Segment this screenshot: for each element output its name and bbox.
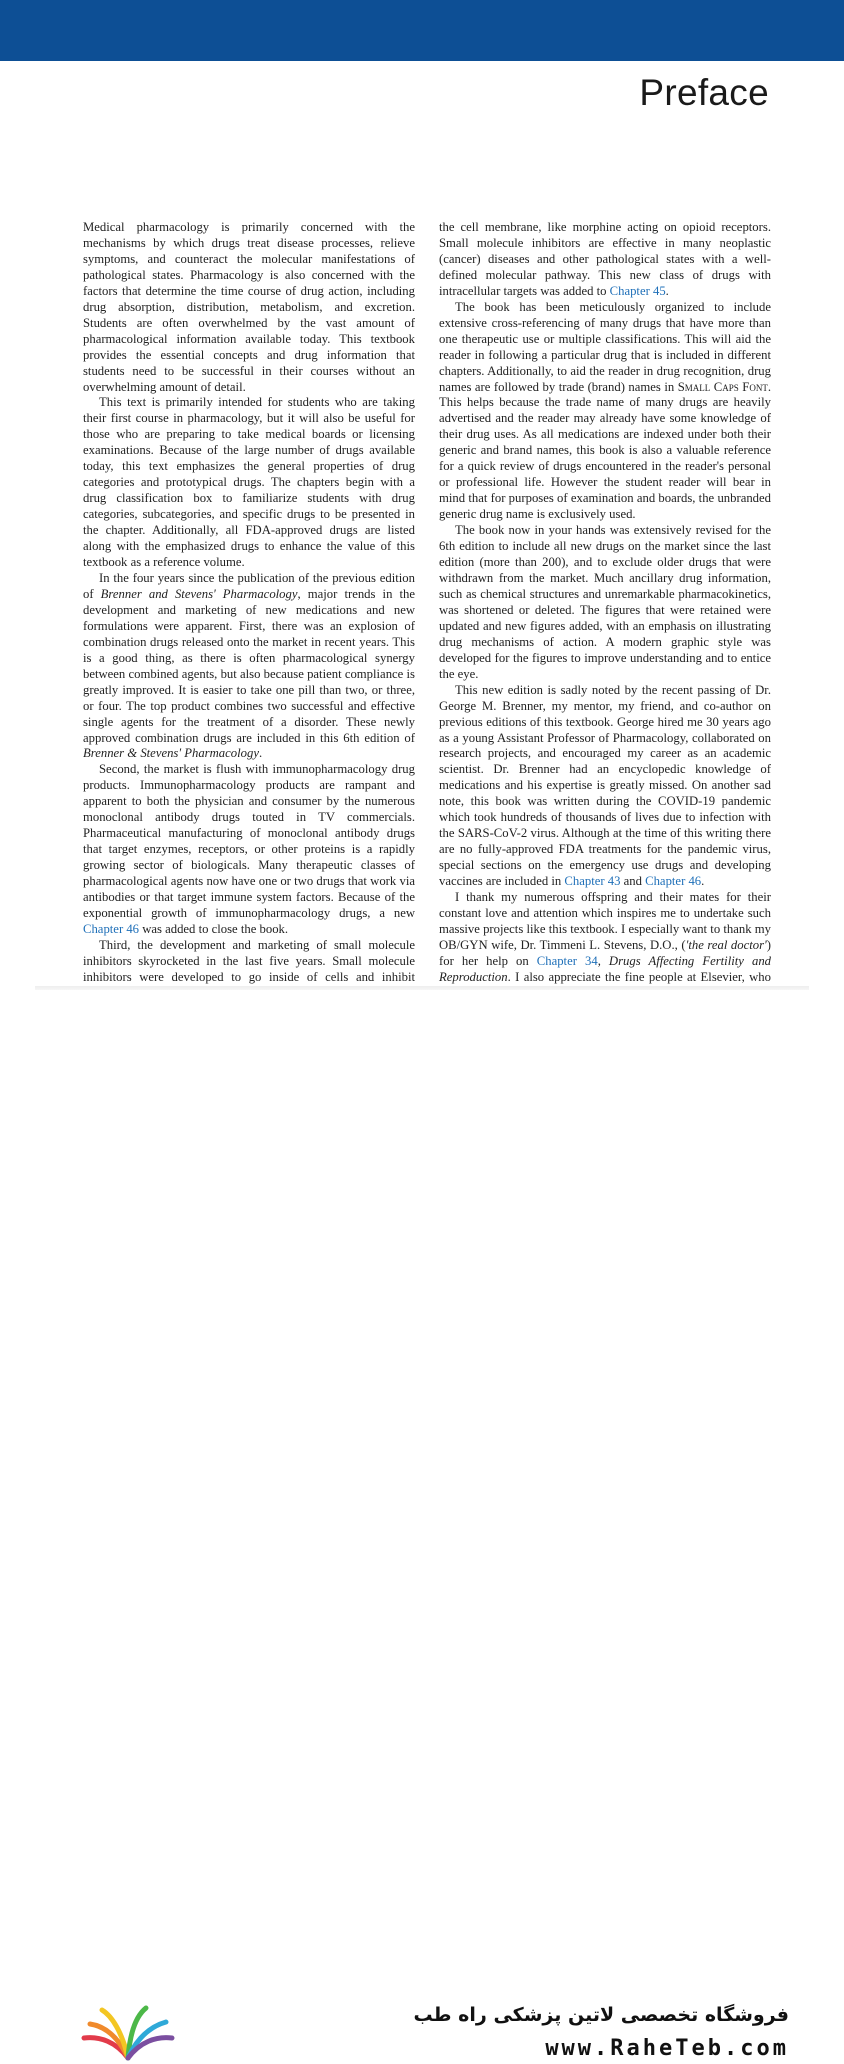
paragraph: In the four years since the publication of the previous edition of Brenner and Stevens' Pharmacology, major trends in the development and marketing of new medications and new formulations were apparent. First, there was an explosion of combination drugs released onto the market in recent years. This is a good thing, as there is often pharmacological synergy between combined agents, but also because patient compliance is greatly improved. It is easier to take one pill than two, or three, or four. The top product combines two successful and effective single agents for the treatment of a disorder. These newly approved combination drugs are included in this 6th edition of Brenner & Stevens' Pharmacology. <box>83 570 415 761</box>
book-title: Brenner & Stevens' Pharmacology <box>83 746 259 761</box>
quote: 'the real doctor' <box>685 937 767 952</box>
book-title: Brenner and Stevens' Pharmacology <box>100 586 298 601</box>
page-title: Preface <box>639 72 769 113</box>
store-name: فروشگاه تخصصی لاتین پزشکی راه طب <box>413 2004 789 2026</box>
header-color-bar <box>0 0 844 61</box>
chapter-link[interactable]: Chapter 45 <box>609 283 666 298</box>
chapter-link[interactable]: Chapter 46 <box>645 874 702 889</box>
chapter-link[interactable]: Chapter 46 <box>83 921 140 936</box>
paragraph: This new edition is sadly noted by the recent passing of Dr. George M. Brenner, my mentor, my friend, and co-author on previous editions of this textbook. George hired me 30 years ago as a young Assistant Professor of Pharmacology, collaborated on research projects, and encouraged my career as an academic scientist. Dr. Brenner had an encyclopedic knowledge of medications and his expertise is greatly missed. On another sad note, this book was written during the COVID-19 pandemic which took hundreds of thousands of lives due to infection with the SARS-CoV-2 virus. Although at the time of this writing there are no fully-approved FDA treatments for the pandemic virus, special sections on the emergency use drugs and developing vaccines are included in Chapter 43 and Chapter 46. <box>439 682 771 889</box>
rainbow-book-logo-icon <box>78 2002 178 2064</box>
right-column <box>439 220 771 1002</box>
paragraph: Second, the market is flush with immunopharmacology drug products. Immunopharmacology products are rampant and apparent to both the physician and consumer by the numerous monoclonal antibody drugs touted in TV commercials. Pharmaceutical manufacturing of monoclonal antibody drugs that target enzymes, receptors, or other proteins is a rapidly growing sector of biologicals. Many therapeutic classes of pharmacological agents now have one or two drugs that work via antibodies or that target immune system factors. Because of the exponential growth of immunopharmacology drugs, a new Chapter 46 was added to close the book. <box>83 762 415 936</box>
paragraph: The book now in your hands was extensively revised for the 6th edition to include all new drugs on the market since the last edition (more than 200), and to exclude older drugs that were withdrawn from the market. Much ancillary drug information, such as chemical structures and unremarkable pharmacokinetics, was shortened or deleted. The figures that were retained were updated and new figures added, with an emphasis on illustrating drug mechanisms of action. A modern graphic style was developed for the figures to improve understanding and to entice the eye. <box>439 523 771 681</box>
chapter-link[interactable]: Chapter 43 <box>564 874 621 889</box>
chapter-link[interactable]: Chapter 34 <box>536 953 598 968</box>
paragraph: Medical pharmacology is primarily concerned with the mechanisms by which drugs treat disease processes, relieve symptoms, and counteract the molecular manifestations of pathological states. Pharmacology is also concerned with the factors that determine the time course of drug action, including drug absorption, distribution, metabolism, and excretion. Students are often overwhelmed by the vast amount of pharmacological information available today. This textbook provides the essential concepts and drug information that students need to be successful in their courses without an overwhelming amount of detail. <box>83 220 415 394</box>
paragraph: This text is primarily intended for students who are taking their first course in pharmacology, but it will also be useful for those who are preparing to take medical boards or licensing examinations. Because of the large number of drugs available today, this text emphasizes the general properties of drug categories and prototypical drugs. The chapters begin with a drug classification box to familiarize students with drug categories, subcategories, and specific drugs to be presented in the chapter. Additionally, all FDA-approved drugs are listed along with the emphasized drugs to enhance the value of this textbook as a reference volume. <box>83 395 415 570</box>
store-url[interactable]: www.RaheTeb.com <box>545 2036 789 2061</box>
footer-area <box>0 990 844 2061</box>
paragraph: Third, the development and marketing of small molecule inhibitors skyrocketed in the last five years. Small molecule inhibitors were developed to go inside of cells and inhibit <box>83 937 415 984</box>
chapter-title: Drugs Affecting Fertility and Reproduction <box>439 953 772 984</box>
paragraph: I thank my numerous offspring and their mates for their constant love and attention which inspires me to undertake such massive projects like this textbook. I especially want to thank my OB/GYN wife, Dr. Timmeni L. Stevens, D.O., ('the real doctor') for her help on Chapter 34, Drugs Affecting Fertility and Reproduction. I also appreciate the fine people at Elsevier, who <box>439 890 772 984</box>
left-column <box>83 220 415 1002</box>
paragraph: The book has been meticulously organized to include extensive cross-referencing of many drugs that have more than one therapeutic use or multiple classifications. This will aid the reader in following a particular drug that is included in different chapters. Additionally, to aid the reader in drug recognition, drug names are followed by trade (brand) names in Small Caps Font. This helps because the trade name of many drugs are heavily advertised and the reader may already have some knowledge of their drug uses. As all medications are indexed under both their generic and brand names, this book is also a valuable reference for a quick review of drugs encountered in the reader's personal or professional life. However the student reader will bear in mind that for purposes of examination and boards, the unbranded generic drug name is exclusively used. <box>439 299 771 522</box>
paragraph: the cell membrane, like morphine acting on opioid receptors. Small molecule inhibitors are effective in many neoplastic (cancer) diseases and other pathological states with a well-defined molecular pathway. This new class of drugs with intracellular targets was added to Chapter 45. <box>439 220 771 298</box>
small-caps-text: Small Caps Font <box>677 379 768 394</box>
